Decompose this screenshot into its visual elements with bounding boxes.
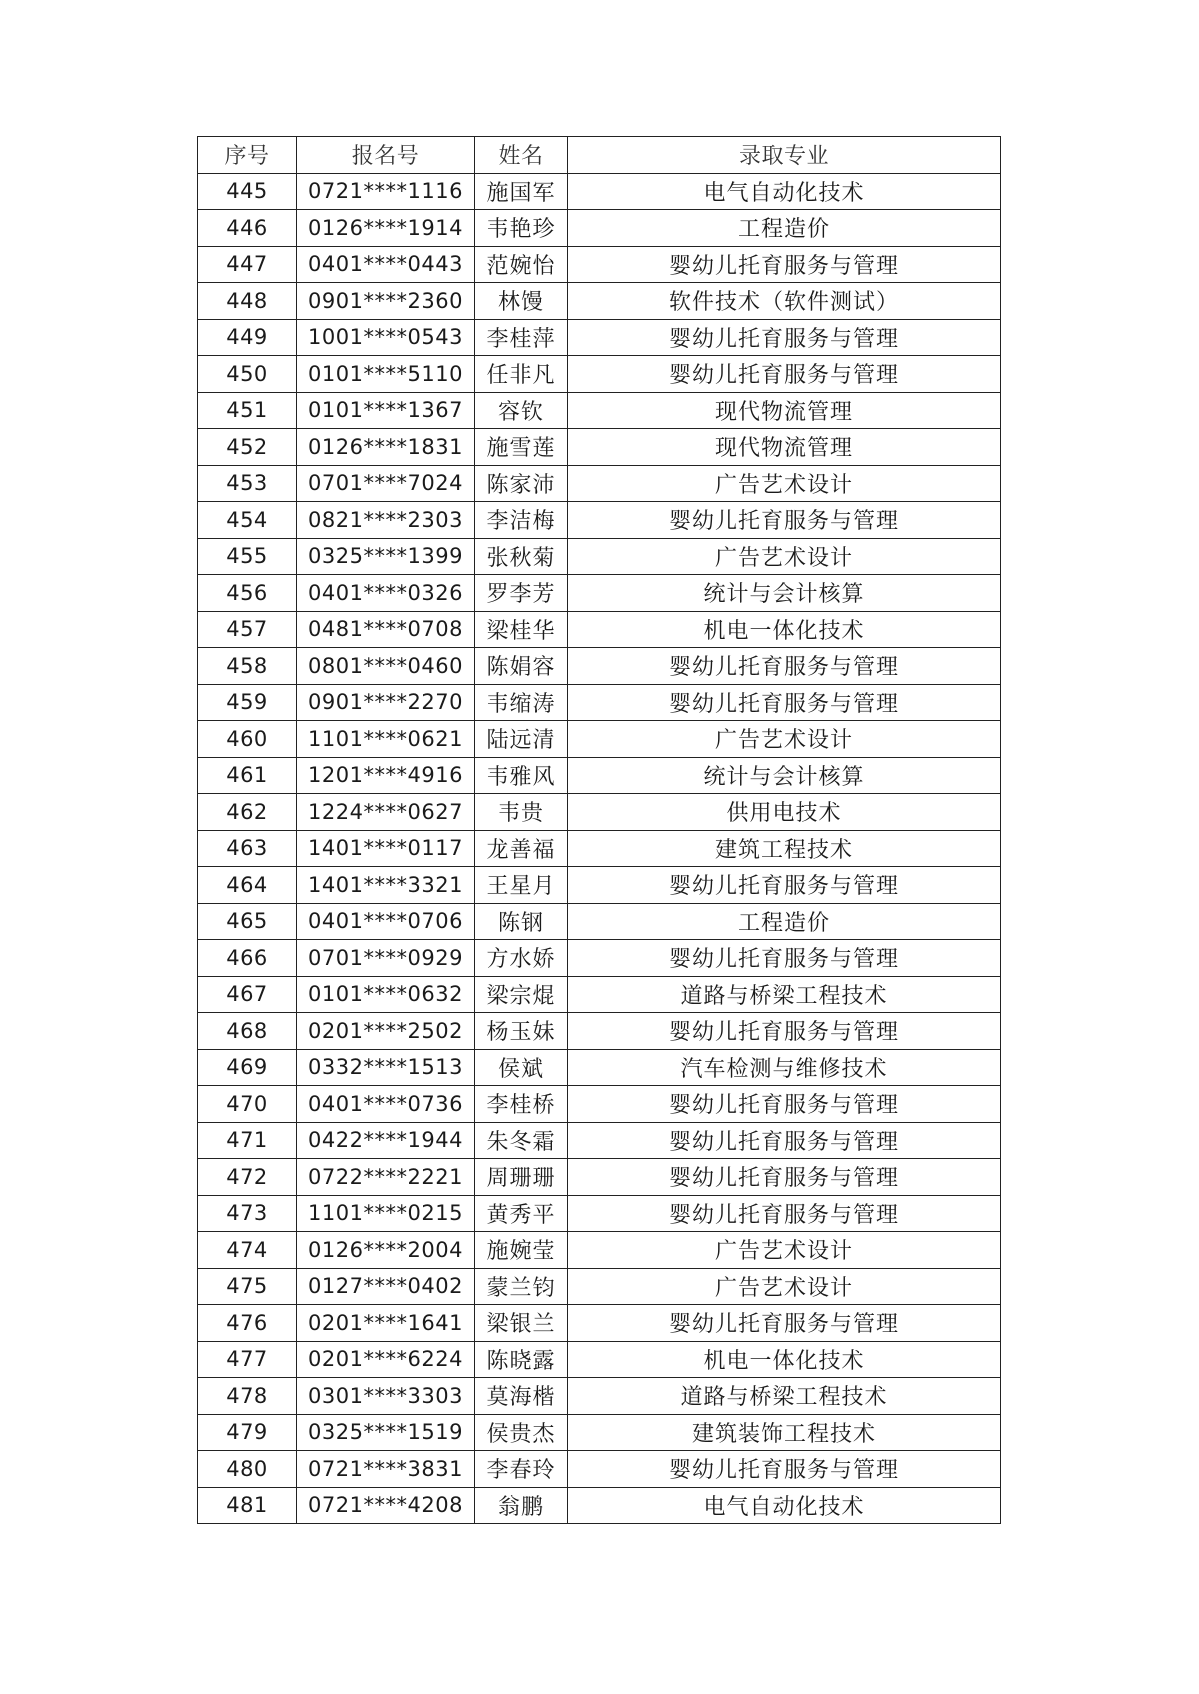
cell-name: 张秋菊 [475,538,568,575]
cell-name: 施雪莲 [475,429,568,466]
cell-name: 杨玉妹 [475,1013,568,1050]
cell-name: 陈娟容 [475,648,568,685]
admission-list-table [197,136,1001,1524]
cell-seq: 450 [198,356,297,393]
cell-name: 翁鹏 [475,1487,568,1524]
cell-name: 陈家沛 [475,465,568,502]
cell-major: 现代物流管理 [568,392,1001,429]
table-row [198,1159,1001,1196]
table-row [198,940,1001,977]
cell-reg-number: 1224****0627 [297,794,475,831]
table-row [198,210,1001,247]
table-row [198,283,1001,320]
cell-major: 广告艺术设计 [568,721,1001,758]
cell-name: 罗李芳 [475,575,568,612]
cell-major: 道路与桥梁工程技术 [568,976,1001,1013]
cell-reg-number: 0201****6224 [297,1341,475,1378]
cell-seq: 449 [198,319,297,356]
cell-major: 婴幼儿托育服务与管理 [568,1159,1001,1196]
cell-reg-number: 0401****0736 [297,1086,475,1123]
cell-major: 婴幼儿托育服务与管理 [568,648,1001,685]
cell-major: 广告艺术设计 [568,538,1001,575]
cell-major: 道路与桥梁工程技术 [568,1378,1001,1415]
cell-reg-number: 1401****0117 [297,830,475,867]
cell-reg-number: 0722****2221 [297,1159,475,1196]
header-reg-number: 报名号 [297,137,475,174]
header-seq: 序号 [198,137,297,174]
cell-name: 黄秀平 [475,1195,568,1232]
cell-major: 机电一体化技术 [568,1341,1001,1378]
cell-major: 广告艺术设计 [568,465,1001,502]
cell-major: 婴幼儿托育服务与管理 [568,1451,1001,1488]
cell-reg-number: 0301****3303 [297,1378,475,1415]
cell-seq: 457 [198,611,297,648]
cell-name: 梁桂华 [475,611,568,648]
cell-seq: 452 [198,429,297,466]
cell-reg-number: 1101****0621 [297,721,475,758]
cell-name: 梁宗焜 [475,976,568,1013]
cell-major: 婴幼儿托育服务与管理 [568,1195,1001,1232]
cell-seq: 475 [198,1268,297,1305]
table-row [198,1013,1001,1050]
cell-major: 汽车检测与维修技术 [568,1049,1001,1086]
cell-seq: 476 [198,1305,297,1342]
cell-major: 统计与会计核算 [568,575,1001,612]
cell-name: 莫海楷 [475,1378,568,1415]
cell-name: 任非凡 [475,356,568,393]
cell-name: 李春玲 [475,1451,568,1488]
table-body [198,173,1001,1524]
cell-seq: 480 [198,1451,297,1488]
cell-reg-number: 0126****2004 [297,1232,475,1269]
cell-name: 侯斌 [475,1049,568,1086]
cell-seq: 468 [198,1013,297,1050]
cell-major: 统计与会计核算 [568,757,1001,794]
cell-seq: 459 [198,684,297,721]
cell-reg-number: 0721****4208 [297,1487,475,1524]
table-row [198,1378,1001,1415]
cell-major: 婴幼儿托育服务与管理 [568,1086,1001,1123]
table-row [198,1049,1001,1086]
cell-major: 婴幼儿托育服务与管理 [568,1013,1001,1050]
cell-reg-number: 0101****0632 [297,976,475,1013]
table-row [198,392,1001,429]
table-row [198,1195,1001,1232]
cell-name: 李桂桥 [475,1086,568,1123]
table-row [198,1487,1001,1524]
cell-name: 李洁梅 [475,502,568,539]
cell-reg-number: 1101****0215 [297,1195,475,1232]
cell-reg-number: 0201****1641 [297,1305,475,1342]
cell-reg-number: 1001****0543 [297,319,475,356]
cell-major: 广告艺术设计 [568,1232,1001,1269]
cell-name: 侯贵杰 [475,1414,568,1451]
cell-reg-number: 0201****2502 [297,1013,475,1050]
table-row [198,1232,1001,1269]
cell-name: 施国军 [475,173,568,210]
cell-reg-number: 0127****0402 [297,1268,475,1305]
cell-seq: 474 [198,1232,297,1269]
cell-major: 婴幼儿托育服务与管理 [568,1122,1001,1159]
cell-major: 工程造价 [568,210,1001,247]
cell-major: 电气自动化技术 [568,173,1001,210]
cell-major: 婴幼儿托育服务与管理 [568,356,1001,393]
cell-reg-number: 0101****5110 [297,356,475,393]
cell-name: 龙善福 [475,830,568,867]
cell-reg-number: 0901****2360 [297,283,475,320]
cell-name: 李桂萍 [475,319,568,356]
cell-name: 梁银兰 [475,1305,568,1342]
cell-major: 婴幼儿托育服务与管理 [568,867,1001,904]
cell-name: 韦贵 [475,794,568,831]
cell-seq: 478 [198,1378,297,1415]
table-row [198,1268,1001,1305]
table-row [198,246,1001,283]
cell-name: 韦艳珍 [475,210,568,247]
cell-seq: 453 [198,465,297,502]
cell-major: 机电一体化技术 [568,611,1001,648]
cell-reg-number: 0821****2303 [297,502,475,539]
cell-name: 范婉怡 [475,246,568,283]
cell-reg-number: 1401****3321 [297,867,475,904]
cell-reg-number: 0721****3831 [297,1451,475,1488]
header-name: 姓名 [475,137,568,174]
header-major: 录取专业 [568,137,1001,174]
table-row [198,1414,1001,1451]
cell-seq: 479 [198,1414,297,1451]
cell-reg-number: 0422****1944 [297,1122,475,1159]
cell-major: 婴幼儿托育服务与管理 [568,684,1001,721]
cell-reg-number: 0801****0460 [297,648,475,685]
table-row [198,319,1001,356]
cell-major: 电气自动化技术 [568,1487,1001,1524]
table-row [198,721,1001,758]
cell-seq: 477 [198,1341,297,1378]
cell-major: 婴幼儿托育服务与管理 [568,940,1001,977]
cell-reg-number: 0126****1831 [297,429,475,466]
cell-name: 陆远清 [475,721,568,758]
cell-seq: 451 [198,392,297,429]
cell-reg-number: 0401****0443 [297,246,475,283]
cell-seq: 448 [198,283,297,320]
cell-seq: 481 [198,1487,297,1524]
cell-seq: 454 [198,502,297,539]
cell-name: 陈钢 [475,903,568,940]
cell-seq: 446 [198,210,297,247]
table-row [198,1086,1001,1123]
cell-seq: 455 [198,538,297,575]
table-row [198,538,1001,575]
table-row [198,429,1001,466]
cell-major: 广告艺术设计 [568,1268,1001,1305]
cell-major: 现代物流管理 [568,429,1001,466]
cell-major: 婴幼儿托育服务与管理 [568,502,1001,539]
cell-reg-number: 0332****1513 [297,1049,475,1086]
table-row [198,867,1001,904]
cell-major: 供用电技术 [568,794,1001,831]
cell-seq: 463 [198,830,297,867]
cell-reg-number: 0701****7024 [297,465,475,502]
cell-reg-number: 0101****1367 [297,392,475,429]
table-row [198,173,1001,210]
table-row [198,757,1001,794]
cell-reg-number: 0481****0708 [297,611,475,648]
cell-name: 韦缩涛 [475,684,568,721]
cell-seq: 473 [198,1195,297,1232]
cell-name: 林馒 [475,283,568,320]
cell-name: 容钦 [475,392,568,429]
cell-seq: 465 [198,903,297,940]
cell-reg-number: 0721****1116 [297,173,475,210]
cell-seq: 470 [198,1086,297,1123]
table-row [198,1122,1001,1159]
cell-seq: 462 [198,794,297,831]
cell-name: 韦雅风 [475,757,568,794]
cell-major: 建筑装饰工程技术 [568,1414,1001,1451]
cell-seq: 460 [198,721,297,758]
cell-major: 工程造价 [568,903,1001,940]
table-row [198,794,1001,831]
table-row [198,502,1001,539]
cell-seq: 466 [198,940,297,977]
table-row [198,648,1001,685]
table-row [198,1305,1001,1342]
cell-major: 婴幼儿托育服务与管理 [568,1305,1001,1342]
cell-name: 施婉莹 [475,1232,568,1269]
table-row [198,1341,1001,1378]
cell-name: 蒙兰钧 [475,1268,568,1305]
cell-reg-number: 1201****4916 [297,757,475,794]
cell-major: 软件技术（软件测试） [568,283,1001,320]
cell-seq: 456 [198,575,297,612]
table-header-row [198,137,1001,174]
cell-seq: 447 [198,246,297,283]
cell-reg-number: 0325****1519 [297,1414,475,1451]
table-row [198,1451,1001,1488]
table-row [198,684,1001,721]
cell-reg-number: 0901****2270 [297,684,475,721]
cell-name: 王星月 [475,867,568,904]
cell-name: 朱冬霜 [475,1122,568,1159]
cell-reg-number: 0401****0706 [297,903,475,940]
table-row [198,356,1001,393]
table-row [198,976,1001,1013]
table-row [198,830,1001,867]
cell-seq: 458 [198,648,297,685]
cell-seq: 461 [198,757,297,794]
cell-reg-number: 0126****1914 [297,210,475,247]
cell-name: 方水娇 [475,940,568,977]
cell-name: 周珊珊 [475,1159,568,1196]
cell-seq: 469 [198,1049,297,1086]
cell-seq: 471 [198,1122,297,1159]
table-row [198,903,1001,940]
table-row [198,465,1001,502]
cell-reg-number: 0401****0326 [297,575,475,612]
cell-major: 婴幼儿托育服务与管理 [568,319,1001,356]
table-row [198,575,1001,612]
cell-seq: 472 [198,1159,297,1196]
cell-seq: 445 [198,173,297,210]
cell-seq: 467 [198,976,297,1013]
cell-seq: 464 [198,867,297,904]
cell-major: 婴幼儿托育服务与管理 [568,246,1001,283]
cell-reg-number: 0701****0929 [297,940,475,977]
cell-major: 建筑工程技术 [568,830,1001,867]
table-row [198,611,1001,648]
cell-name: 陈晓露 [475,1341,568,1378]
cell-reg-number: 0325****1399 [297,538,475,575]
